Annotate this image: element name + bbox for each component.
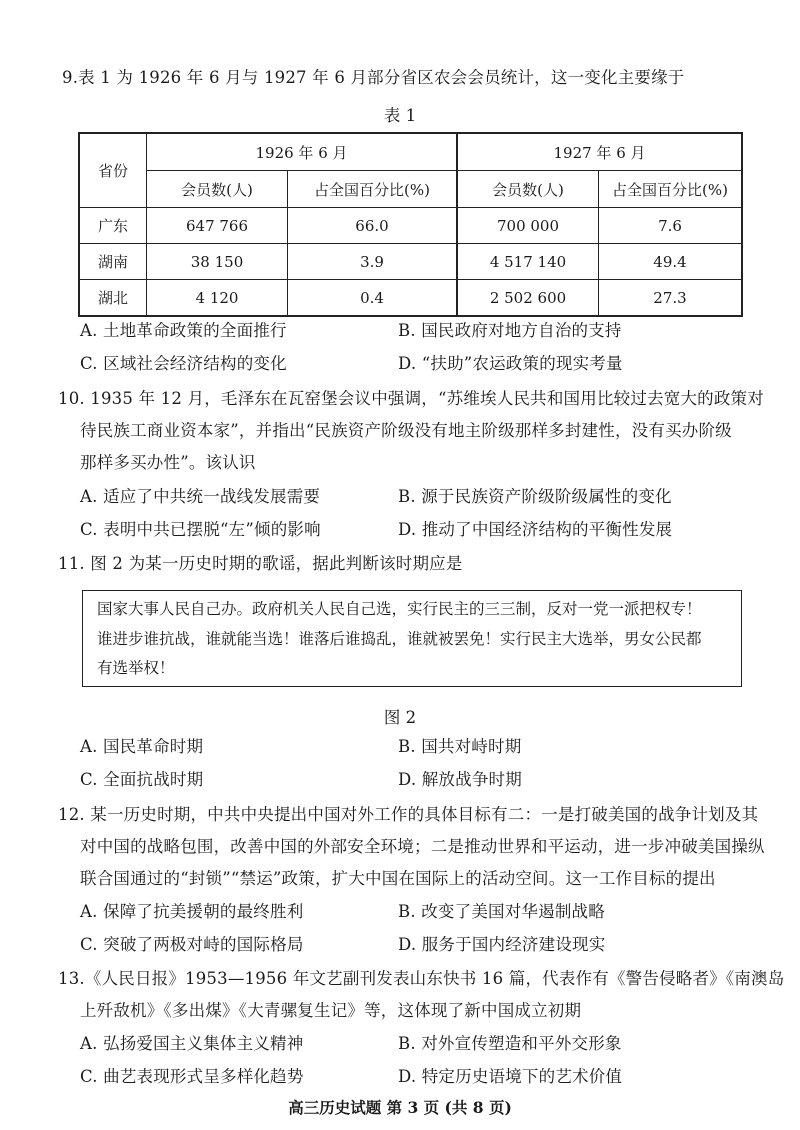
q11-option-d: D. 解放战争时期 <box>398 770 522 789</box>
q9-option-d: D. “扶助”农运政策的现实考量 <box>398 354 623 373</box>
q12-option-a: A. 保障了抗美援朝的最终胜利 <box>80 902 304 921</box>
cell-province: 湖南 <box>79 244 147 280</box>
cell-percent-1926: 3.9 <box>288 244 458 280</box>
q13-stem-line-1: 13.《人民日报》1953—1956 年文艺副刊发表山东快书 16 篇，代表作有《警告侵略者》《南澳岛 <box>58 969 785 988</box>
q12-option-c: C. 突破了两极对峙的国际格局 <box>80 935 304 954</box>
ballad-line-2: 谁进步谁抗战，谁就能当选！谁落后谁捣乱，谁就被罢免！实行民主大选举，男女公民都 <box>97 630 702 648</box>
q10-option-a: A. 适应了中共统一战线发展需要 <box>80 487 321 506</box>
q9-option-a: A. 土地革命政策的全面推行 <box>80 321 287 340</box>
q9-stem: 9.表 1 为 1926 年 6 月与 1927 年 6 月部分省区农会会员统计，这一变化主要缘于 <box>62 68 685 87</box>
q10-option-b: B. 源于民族资产阶级阶级属性的变化 <box>398 487 672 506</box>
q12-option-d: D. 服务于国内经济建设现实 <box>398 935 606 954</box>
header-members-1926: 会员数(人) <box>147 171 288 208</box>
figure-caption: 图 2 <box>383 708 417 727</box>
q13-option-b: B. 对外宣传塑造和平外交形象 <box>398 1034 622 1053</box>
cell-members-1926: 38 150 <box>147 244 288 280</box>
table-row <box>79 208 742 244</box>
q12-stem-line-1: 12. 某一历史时期，中共中央提出中国对外工作的具体目标有二：一是打破美国的战争计划及其 <box>58 805 759 824</box>
cell-percent-1926: 66.0 <box>288 208 458 244</box>
header-province: 省份 <box>79 133 147 208</box>
cell-members-1927: 2 502 600 <box>457 280 599 317</box>
q13-option-d: D. 特定历史语境下的艺术价值 <box>398 1067 623 1086</box>
cell-percent-1927: 7.6 <box>599 208 743 244</box>
cell-percent-1927: 49.4 <box>599 244 743 280</box>
q13-option-c: C. 曲艺表现形式呈多样化趋势 <box>80 1067 304 1086</box>
q13-option-a: A. 弘扬爱国主义集体主义精神 <box>80 1034 304 1053</box>
cell-members-1926: 647 766 <box>147 208 288 244</box>
membership-table <box>78 132 743 317</box>
q10-stem-line-1: 10. 1935 年 12 月，毛泽东在瓦窑堡会议中强调，“苏维埃人民共和国用比较过去宽大的政策对 <box>58 389 764 408</box>
cell-members-1927: 700 000 <box>457 208 599 244</box>
q11-option-b: B. 国共对峙时期 <box>398 737 522 756</box>
page-footer: 高三历史试题 第 3 页 (共 8 页) <box>288 1098 512 1117</box>
cell-members-1926: 4 120 <box>147 280 288 317</box>
q11-option-c: C. 全面抗战时期 <box>80 770 204 789</box>
ballad-box <box>82 590 742 687</box>
cell-province: 广东 <box>79 208 147 244</box>
q11-option-a: A. 国民革命时期 <box>80 737 204 756</box>
cell-members-1927: 4 517 140 <box>457 244 599 280</box>
cell-percent-1926: 0.4 <box>288 280 458 317</box>
header-members-1927: 会员数(人) <box>457 171 599 208</box>
table-row <box>79 244 742 280</box>
cell-percent-1927: 27.3 <box>599 280 743 317</box>
q10-stem-line-2: 待民族工商业资本家”，并指出“民族资产阶级没有地主阶级那样多封建性，没有买办阶级 <box>80 421 732 440</box>
table-caption: 表 1 <box>383 106 417 125</box>
q10-stem-line-3: 那样多买办性”。该认识 <box>80 453 256 472</box>
q9-option-c: C. 区域社会经济结构的变化 <box>80 354 287 373</box>
q10-option-c: C. 表明中共已摆脱“左”倾的影响 <box>80 520 321 539</box>
ballad-line-1: 国家大事人民自己办。政府机关人民自己选，实行民主的三三制，反对一党一派把权专！ <box>97 600 702 618</box>
q9-option-b: B. 国民政府对地方自治的支持 <box>398 321 622 340</box>
q13-stem-line-2: 上歼敌机》《多出煤》《大青骡复生记》等，这体现了新中国成立初期 <box>80 1001 582 1020</box>
header-percent-1927: 占全国百分比(%) <box>599 171 743 208</box>
q12-option-b: B. 改变了美国对华遏制战略 <box>398 902 605 921</box>
q10-option-d: D. 推动了中国经济结构的平衡性发展 <box>398 520 673 539</box>
ballad-line-3: 有选举权！ <box>97 659 175 677</box>
q11-stem: 11. 图 2 为某一历史时期的歌谣，据此判断该时期应是 <box>58 554 463 573</box>
header-percent-1926: 占全国百分比(%) <box>288 171 458 208</box>
q12-stem-line-2: 对中国的战略包围，改善中国的外部安全环境；二是推动世界和平运动，进一步冲破美国操纵 <box>80 837 765 856</box>
q12-stem-line-3: 联合国通过的“封锁”“禁运”政策，扩大中国在国际上的活动空间。这一工作目标的提出 <box>80 869 716 888</box>
header-period-1926: 1926 年 6 月 <box>147 133 458 171</box>
header-period-1927: 1927 年 6 月 <box>457 133 742 171</box>
table-row <box>79 280 742 317</box>
cell-province: 湖北 <box>79 280 147 317</box>
